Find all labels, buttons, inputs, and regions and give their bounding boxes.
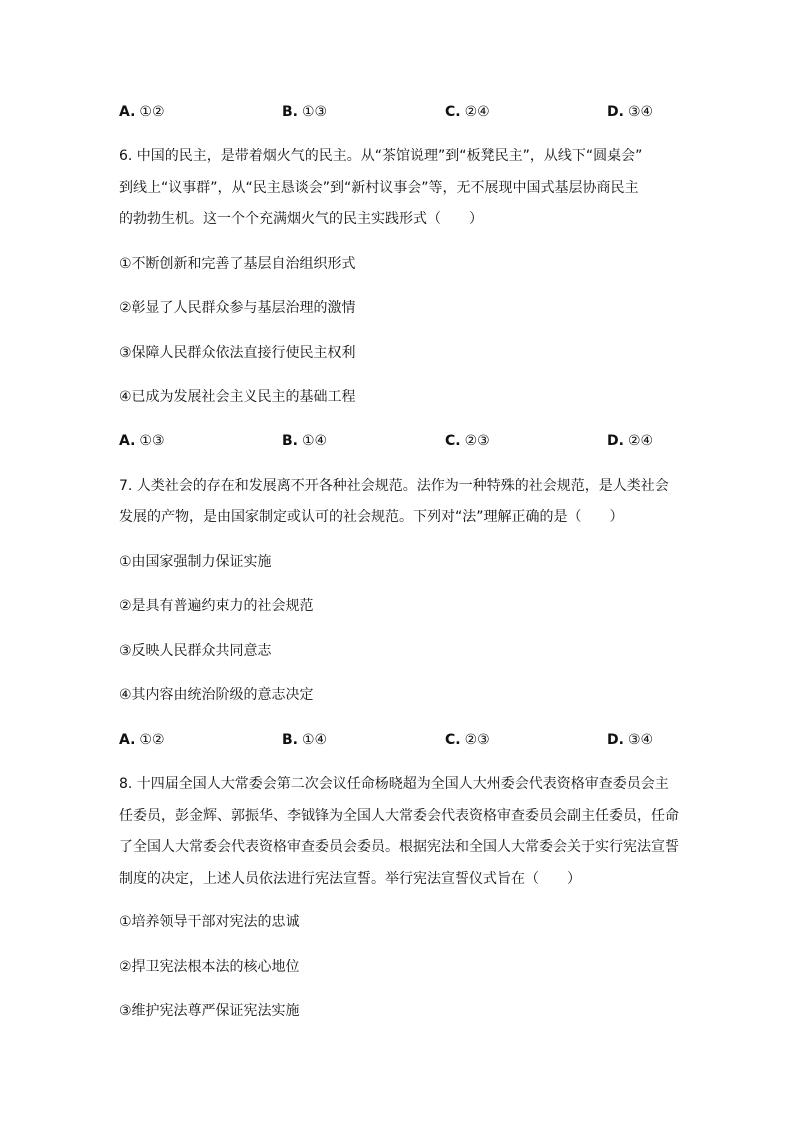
q6-statement-3: ③保障人民群众依法直接行使民主权利 xyxy=(119,345,356,361)
q7-option-c[interactable]: C. ②③ xyxy=(445,732,490,748)
q8-stem-line-3: 了全国人大常委会代表资格审查委员会委员。根据宪法和全国人大常委会关于实行宪法宣誓 xyxy=(119,839,679,855)
q8-stem-line-4: 制度的决定，上述人员依法进行宪法宣誓。举行宪法宣誓仪式旨在（ ） xyxy=(119,871,581,887)
q5-option-d[interactable]: D. ③④ xyxy=(607,104,654,120)
q7-statement-2: ②是具有普遍约束力的社会规范 xyxy=(119,598,314,614)
q7-options xyxy=(119,730,679,750)
q7-stem-line-1: 7. 人类社会的存在和发展离不开各种社会规范。法作为一种特殊的社会规范，是人类社会 xyxy=(119,478,669,494)
q8-statement-1: ①培养领导干部对宪法的忠诚 xyxy=(119,914,300,930)
q6-option-a[interactable]: A. ①③ xyxy=(119,433,165,449)
q7-statement-4: ④其内容由统治阶级的意志决定 xyxy=(119,687,314,703)
q6-stem-line-3: 的勃勃生机。这一个个充满烟火气的民主实践形式（ ） xyxy=(119,211,483,227)
q6-stem-line-1: 6. 中国的民主，是带着烟火气的民主。从“茶馆说理”到“板凳民主”，从线下“圆桌会” xyxy=(119,148,643,164)
q6-statement-2: ②彰显了人民群众参与基层治理的激情 xyxy=(119,300,356,316)
q7-option-d[interactable]: D. ③④ xyxy=(607,732,654,748)
q8-stem-line-2: 任委员，彭金辉、郭振华、李钺锋为全国人大常委会代表资格审查委员会副主任委员，任命 xyxy=(119,808,679,824)
q7-statement-3: ③反映人民群众共同意志 xyxy=(119,643,272,659)
q6-statement-1: ①不断创新和完善了基层自治组织形式 xyxy=(119,256,356,272)
q6-option-d[interactable]: D. ②④ xyxy=(607,433,654,449)
q8-statement-3: ③维护宪法尊严保证宪法实施 xyxy=(119,1003,300,1019)
q7-option-b[interactable]: B. ①④ xyxy=(282,732,328,748)
q6-option-c[interactable]: C. ②③ xyxy=(445,433,490,449)
q6-statement-4: ④已成为发展社会主义民主的基础工程 xyxy=(119,389,356,405)
q6-stem-line-2: 到线上“议事群”，从“民主恳谈会”到“新村议事会”等，无不展现中国式基层协商民主 xyxy=(119,180,639,196)
q7-statement-1: ①由国家强制力保证实施 xyxy=(119,554,272,570)
q5-option-b[interactable]: B. ①③ xyxy=(282,104,328,120)
q8-statement-2: ②捍卫宪法根本法的核心地位 xyxy=(119,959,300,975)
q7-option-a[interactable]: A. ①② xyxy=(119,732,165,748)
q5-option-c[interactable]: C. ②④ xyxy=(445,104,490,120)
q8-stem-line-1: 8. 十四届全国人大常委会第二次会议任命杨晓超为全国人大州委会代表资格审查委员会主 xyxy=(119,776,669,792)
q5-options xyxy=(119,102,679,122)
q5-option-a[interactable]: A. ①② xyxy=(119,104,165,120)
q7-stem-line-2: 发展的产物，是由国家制定或认可的社会规范。下列对“法”理解正确的是（ ） xyxy=(119,509,624,525)
q6-options xyxy=(119,431,679,451)
q6-option-b[interactable]: B. ①④ xyxy=(282,433,328,449)
